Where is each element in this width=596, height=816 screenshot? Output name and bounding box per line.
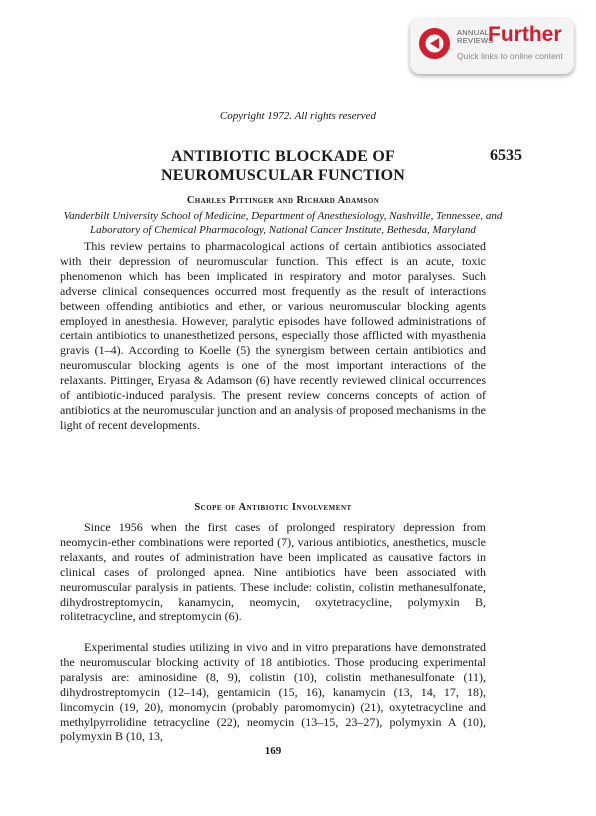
- further-links-banner[interactable]: [410, 18, 574, 74]
- article-title: ANTIBIOTIC BLOCKADE OF NEUROMUSCULAR FUNCTION: [161, 148, 405, 184]
- intro-paragraph: This review pertains to pharmacological actions of certain antibiotics associated with their depression of neuromuscular function. This effect is an acute, toxic phenomenon which has been implicated in respiratory and motor paralyses. Such adverse clinical consequences occurred most frequently as the result of interactions between offending antibiotics and ether, or various neuromuscular blocking agents employed in anesthesia. However, paralytic episodes have followed administrations of certain antibiotics to unanesthetized persons, especially those afflicted with myasthenia gravis (1–4). According to Koelle (5) the synergism between certain antibiotics and neuromuscular blocking agents is one of the most important interactions of the relaxants. Pittinger, Eryasa & Adamson (6) have recently reviewed clinical occurrences of antibiotic-induced paralysis. The present review concerns concepts of action of antibiotics at the neuromuscular junction and an analysis of proposed mechanisms in the light of recent developments.: [60, 239, 486, 432]
- author-line: Charles Pittinger and Richard Adamson: [186, 195, 380, 206]
- scope-paragraph-2: Experimental studies utilizing in vivo and in vitro preparations have demonstrated the neuromuscular blocking activity of 18 antibiotics. Those producing experimental paralysis are: aminosidine (8, 9), colistin (10), colistin methanesulfonate (11), dihydrostreptomycin (12–14), gentamicin (15, 16), kanamycin (13, 14, 17, 18), lincomycin (19, 20), monomycin (probably paromomycin) (21), oxytetracycline and methylpyrrolidine tetracycline (22), neomycin (13–15, 23–27), polymyxin A (10), polymyxin B (10, 13,: [60, 640, 486, 744]
- page-number: 169: [264, 745, 282, 757]
- scope-paragraph-1: Since 1956 when the first cases of prolonged respiratory depression from neomycin-ether combinations were reported (7), various antibiotics, anesthetics, muscle relaxants, and routes of administration have been implicated as causative factors in clinical cases of prolonged apnea. Nine antibiotics have been associated with neuromuscular paralysis in patients. These include: colistin, colistin methanesulfonate, dihydrostreptomycin, kanamycin, neomycin, oxytetracycline, polymyxin B, rolitetracycline, and streptomycin (6).: [60, 520, 486, 624]
- banner-tagline: Quick links to online content: [457, 51, 563, 61]
- further-label: Further: [488, 23, 562, 46]
- annual-label: ANNUAL: [457, 28, 490, 37]
- copyright-line: Copyright 1972. All rights reserved: [219, 110, 377, 122]
- section-heading: Scope of Antibiotic Involvement: [194, 502, 352, 513]
- article-number: 6535: [490, 147, 522, 164]
- annual-reviews-logo-icon: [419, 28, 450, 59]
- author-affiliation: Vanderbilt University School of Medicine, Department of Anesthesiology, Nashville, Tennessee, and Laboratory of Chemical Pharmacology, National Cancer Institute, Bethesda, Maryland: [63, 210, 503, 236]
- reviews-label: REVIEWS: [457, 36, 494, 45]
